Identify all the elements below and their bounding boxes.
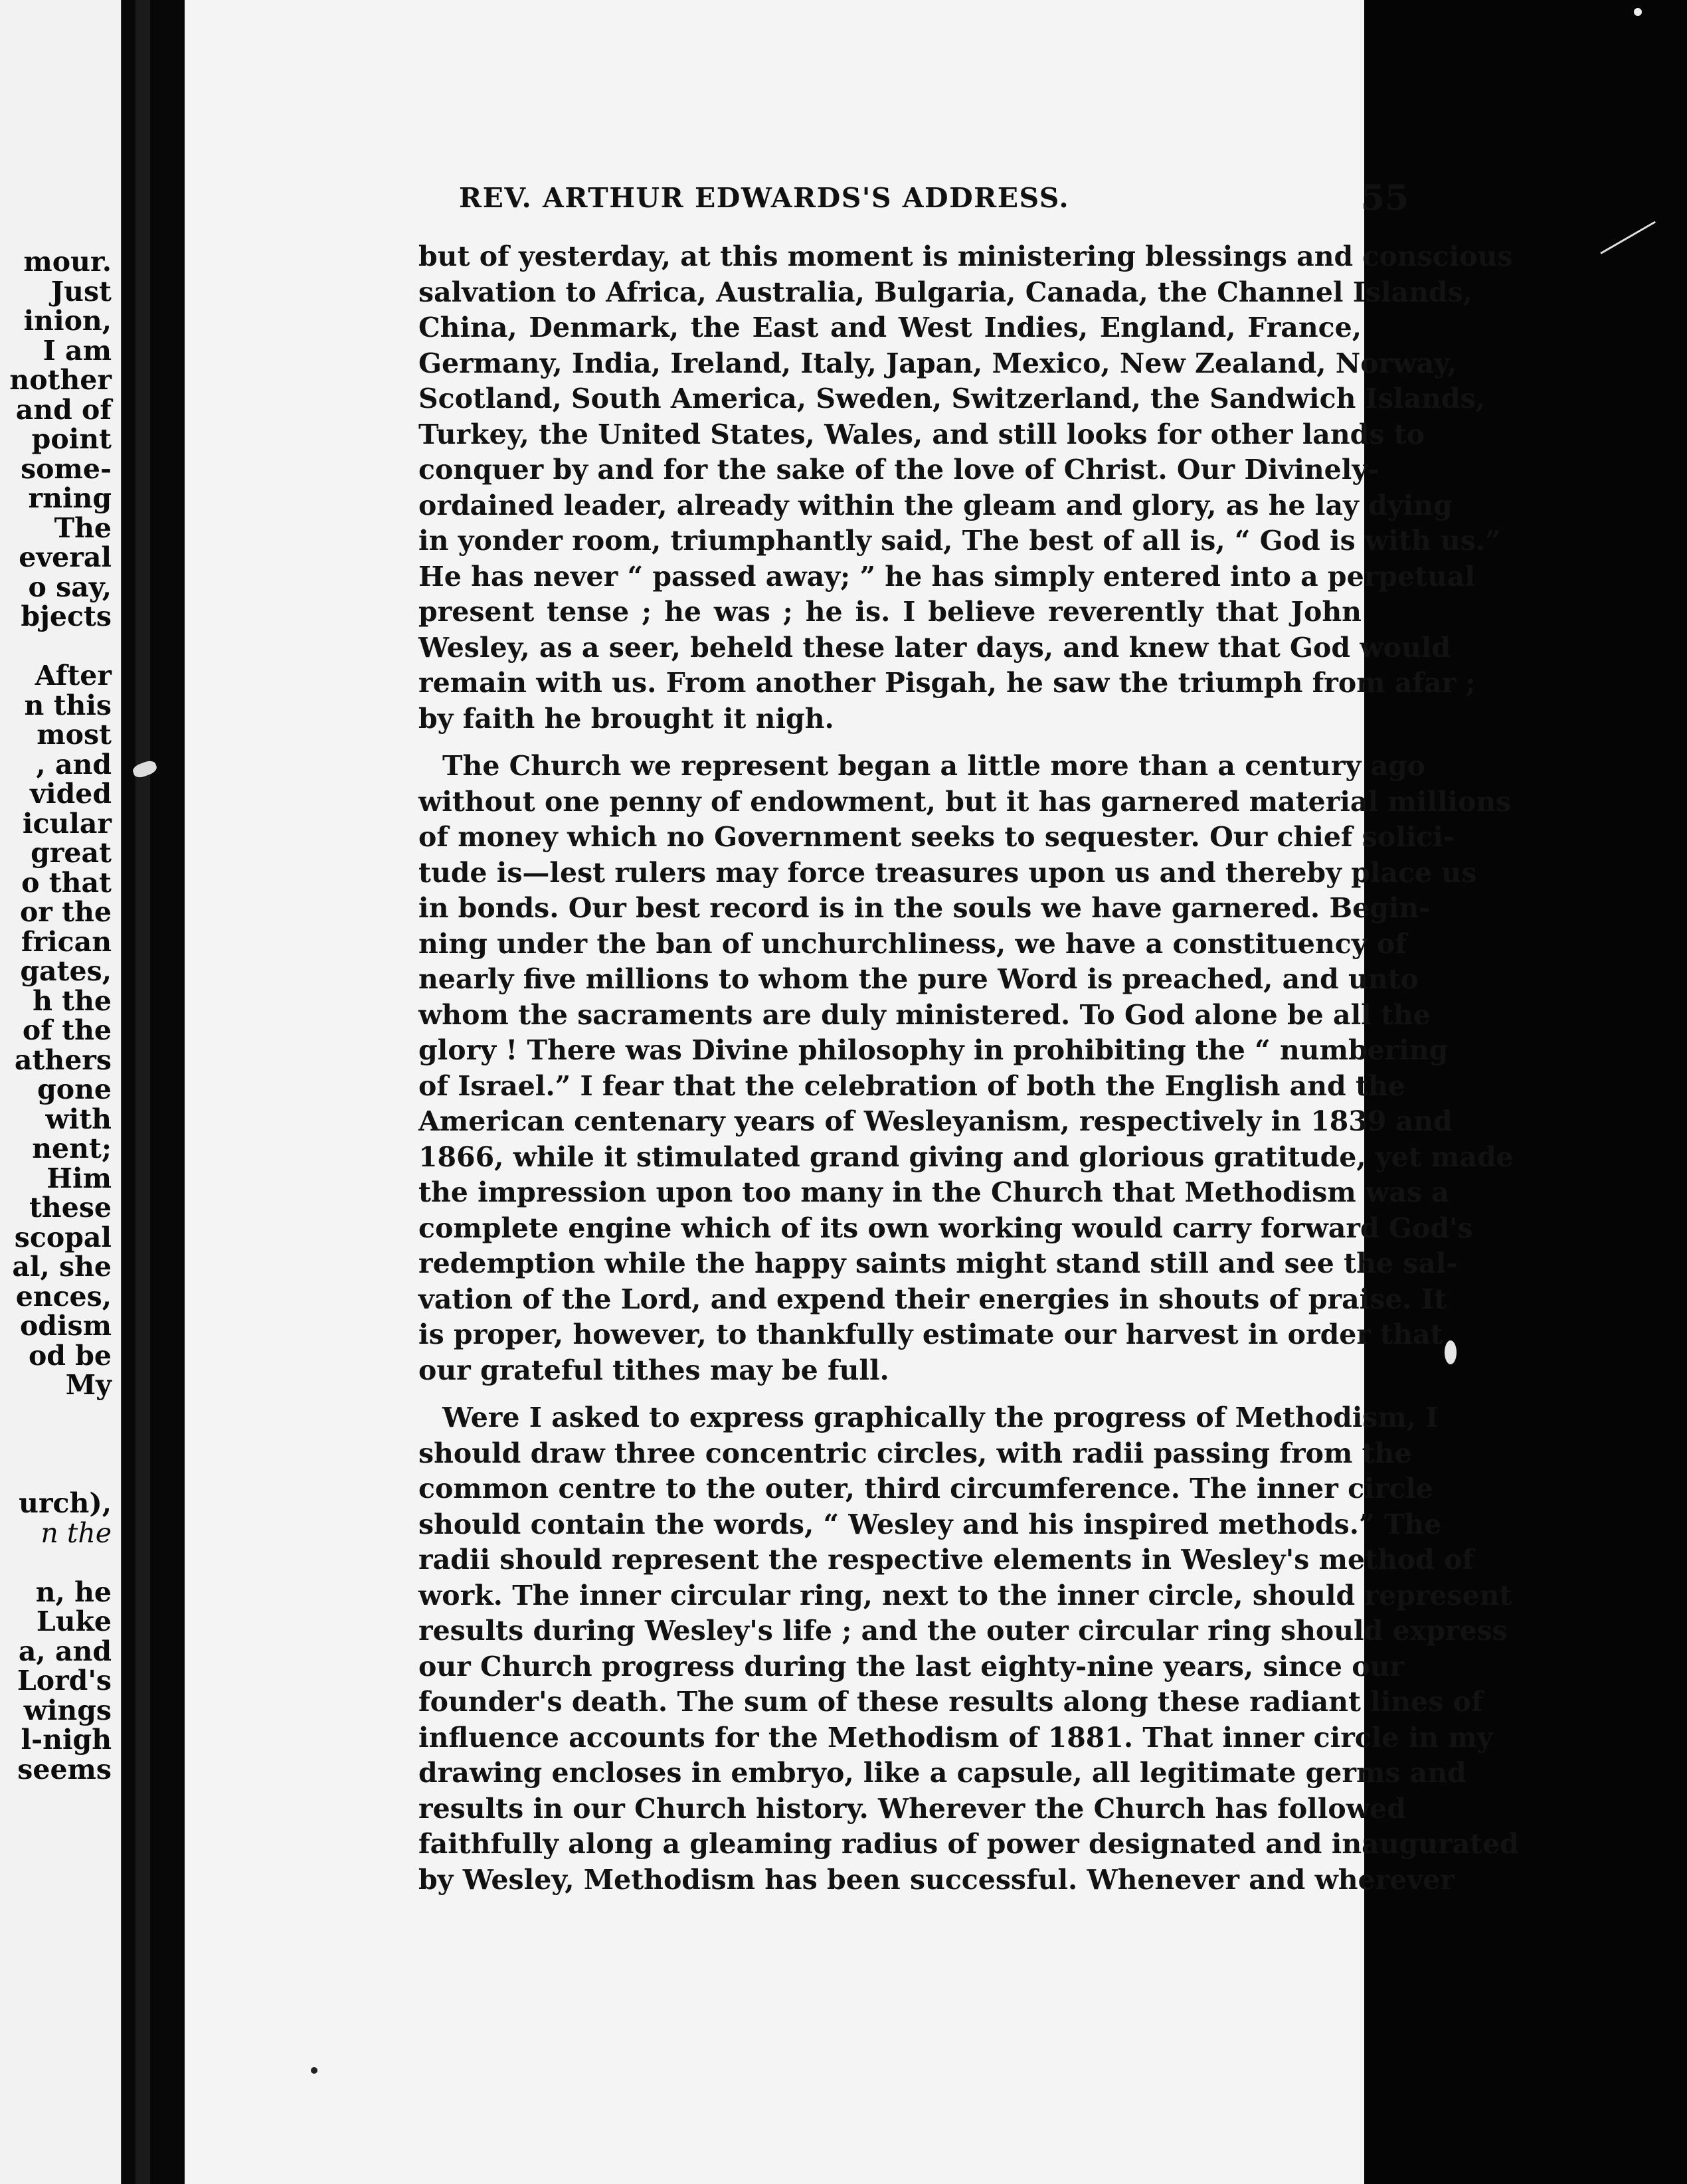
previous-page-line: n, he <box>35 1576 112 1608</box>
text-line: ning under the ban of unchurchliness, we have a constituency of <box>418 927 1407 960</box>
text-line: should draw three concentric circles, with radii passing from the <box>418 1437 1412 1469</box>
text-line: our Church progress during the last eighty-nine years, since our <box>418 1650 1405 1683</box>
scan-speck <box>1445 1340 1457 1364</box>
previous-page-line: some- <box>21 452 112 485</box>
previous-page-line: rning <box>28 482 112 514</box>
previous-page-line: Just <box>50 275 112 308</box>
previous-page-line: od be <box>28 1339 112 1372</box>
text-line: Wesley, as a seer, beheld these later days, and knew that God would <box>418 631 1451 664</box>
previous-page-line: icular <box>22 807 112 840</box>
page-header <box>459 174 1409 219</box>
text-line: The Church we represent began a little more than a century ago <box>442 750 1426 782</box>
text-line: but of yesterday, at this moment is ministering blessings and conscious <box>418 240 1513 272</box>
previous-page-line: gates, <box>20 955 112 987</box>
text-line: 1866, while it stimulated grand giving and glorious gratitude, yet made <box>418 1140 1514 1173</box>
book-gutter <box>122 0 189 2184</box>
paragraph <box>418 239 1513 737</box>
previous-page-line <box>0 1459 112 1489</box>
previous-page-line: inion, <box>23 305 112 337</box>
scan-speck <box>1634 8 1642 16</box>
previous-page-line: l-nigh <box>21 1724 112 1756</box>
text-line: work. The inner circular ring, next to the inner circle, should represent <box>418 1579 1512 1611</box>
text-line: results during Wesley's life ; and the outer circular ring should express <box>418 1615 1508 1647</box>
text-line: conquer by and for the sake of the love of Christ. Our Divinely- <box>418 454 1379 486</box>
previous-page-line: al, she <box>12 1251 112 1283</box>
text-line: by Wesley, Methodism has been successful. Whenever and wherever <box>418 1863 1455 1896</box>
running-head: REV. ARTHUR EDWARDS'S ADDRESS. <box>459 182 1070 214</box>
previous-page-line: seems <box>17 1753 112 1785</box>
previous-page-line: ences, <box>15 1280 112 1313</box>
previous-page-line: nent; <box>32 1133 112 1164</box>
previous-page-line: After <box>35 660 112 691</box>
previous-page-line: Him <box>46 1162 112 1194</box>
previous-page-line: Lord's <box>17 1665 112 1696</box>
text-line: our grateful tithes may be full. <box>418 1354 889 1386</box>
text-line: Turkey, the United States, Wales, and still looks for other lands to <box>418 418 1425 450</box>
text-line: faithfully along a gleaming radius of power designated and inaugurated <box>418 1828 1519 1860</box>
text-line: influence accounts for the Methodism of 1881. That inner circle in my <box>418 1721 1493 1754</box>
previous-page-text <box>0 247 112 1784</box>
text-line: the impression upon too many in the Church that Methodism was a <box>418 1176 1449 1208</box>
body-text <box>418 239 1519 1898</box>
previous-page-line: point <box>31 423 112 455</box>
previous-page-line: bjects <box>21 600 112 632</box>
text-line: drawing encloses in embryo, like a capsule, all legitimate germs and <box>418 1757 1466 1789</box>
previous-page-line <box>0 1400 112 1430</box>
previous-page-line: , and <box>36 748 112 780</box>
previous-page-line: wings <box>23 1694 112 1726</box>
text-line: common centre to the outer, third circumference. The inner circle <box>418 1473 1433 1504</box>
text-line: Scotland, South America, Sweden, Switzerland, the Sandwich Islands, <box>418 383 1485 414</box>
text-line: remain with us. From another Pisgah, he saw the triumph from afar ; <box>418 667 1476 699</box>
text-line: glory ! There was Divine philosophy in prohibiting the “ numbering <box>418 1034 1449 1066</box>
previous-page-line: gone <box>37 1073 112 1105</box>
previous-page-line: with <box>45 1103 112 1135</box>
text-line: China, Denmark, the East and West Indies, England, France, <box>418 312 1362 343</box>
text-line: founder's death. The sum of these results along these radiant lines of <box>418 1686 1483 1718</box>
book-page <box>185 0 1519 2184</box>
previous-page-line: o say, <box>28 571 112 603</box>
text-line: in yonder room, triumphantly said, The best of all is, “ God is with us.” <box>418 525 1501 557</box>
previous-page-line: n the <box>41 1516 112 1549</box>
previous-page-line <box>0 632 112 662</box>
text-line: radii should represent the respective elements in Wesley's method of <box>418 1544 1474 1576</box>
text-line: redemption while the happy saints might stand still and see the sal- <box>418 1247 1458 1279</box>
text-line: present tense ; he was ; he is. I believe reverently that John <box>418 596 1362 628</box>
previous-page-line: I am <box>43 334 112 367</box>
scan-mark <box>1600 221 1656 254</box>
previous-page-line: My <box>65 1369 112 1401</box>
previous-page-line: nother <box>9 364 112 396</box>
previous-page-line: or the <box>19 896 112 928</box>
text-line: He has never “ passed away; ” he has simply entered into a perpetual <box>418 560 1475 592</box>
previous-page-line: and of <box>15 393 112 426</box>
previous-page-line: athers <box>14 1044 112 1076</box>
scan-speck <box>311 2067 317 2074</box>
text-line: of money which no Government seeks to sequester. Our chief solici- <box>418 821 1455 853</box>
text-line: in bonds. Our best record is in the souls we have garnered. Begin- <box>418 892 1431 924</box>
paragraph <box>418 749 1514 1388</box>
text-line: nearly five millions to whom the pure Word is preached, and unto <box>418 963 1419 995</box>
previous-page-line: o that <box>21 866 112 899</box>
previous-page-line <box>0 1548 112 1578</box>
text-line: tude is—lest rulers may force treasures upon us and thereby place us <box>418 856 1477 889</box>
text-line: salvation to Africa, Australia, Bulgaria, Canada, the Channel Islands, <box>418 276 1472 308</box>
previous-page-line: mour. <box>23 246 112 278</box>
previous-page-line: odism <box>19 1310 112 1342</box>
text-line: results in our Church history. Wherever the Church has followed <box>418 1792 1406 1825</box>
text-line: ordained leader, already within the gleam and glory, as he lay dying <box>418 489 1453 521</box>
text-line: of Israel.” I fear that the celebration of both the English and the <box>418 1069 1405 1102</box>
text-line: vation of the Lord, and expend their energies in shouts of praise. It <box>418 1283 1447 1315</box>
previous-page-line: scopal <box>14 1221 112 1253</box>
previous-page-fragment <box>0 0 122 2184</box>
previous-page-line: frican <box>21 925 112 958</box>
text-line: Were I asked to express graphically the progress of Methodism, I <box>442 1402 1439 1433</box>
previous-page-line: urch), <box>19 1487 112 1519</box>
text-line: should contain the words, “ Wesley and his inspired methods.” The <box>418 1508 1442 1540</box>
previous-page-line: Luke <box>36 1605 112 1637</box>
text-line: by faith he brought it nigh. <box>418 702 834 735</box>
previous-page-line: The <box>54 511 112 544</box>
text-line: American centenary years of Wesleyanism, respectively in 1839 and <box>418 1105 1453 1137</box>
previous-page-line: vided <box>30 778 112 810</box>
previous-page-line: most <box>37 719 112 751</box>
page-number: 55 <box>1361 178 1409 219</box>
text-line: whom the sacraments are duly ministered. To God alone be all the <box>418 998 1431 1031</box>
previous-page-line: of the <box>22 1014 112 1046</box>
previous-page-line: h the <box>33 984 112 1017</box>
text-line: complete engine which of its own working would carry forward God's <box>418 1212 1473 1244</box>
previous-page-line: these <box>29 1192 112 1224</box>
paragraph <box>418 1400 1519 1898</box>
previous-page-line: everal <box>19 541 112 573</box>
previous-page-line: a, and <box>18 1635 112 1667</box>
previous-page-line: great <box>31 837 112 869</box>
previous-page-line <box>0 1429 112 1459</box>
text-line: is proper, however, to thankfully estimate our harvest in order that <box>418 1319 1443 1350</box>
text-line: Germany, India, Ireland, Italy, Japan, Mexico, New Zealand, Norway, <box>418 347 1457 379</box>
text-line: without one penny of endowment, but it has garnered material millions <box>418 785 1512 818</box>
previous-page-line: n this <box>24 689 112 721</box>
